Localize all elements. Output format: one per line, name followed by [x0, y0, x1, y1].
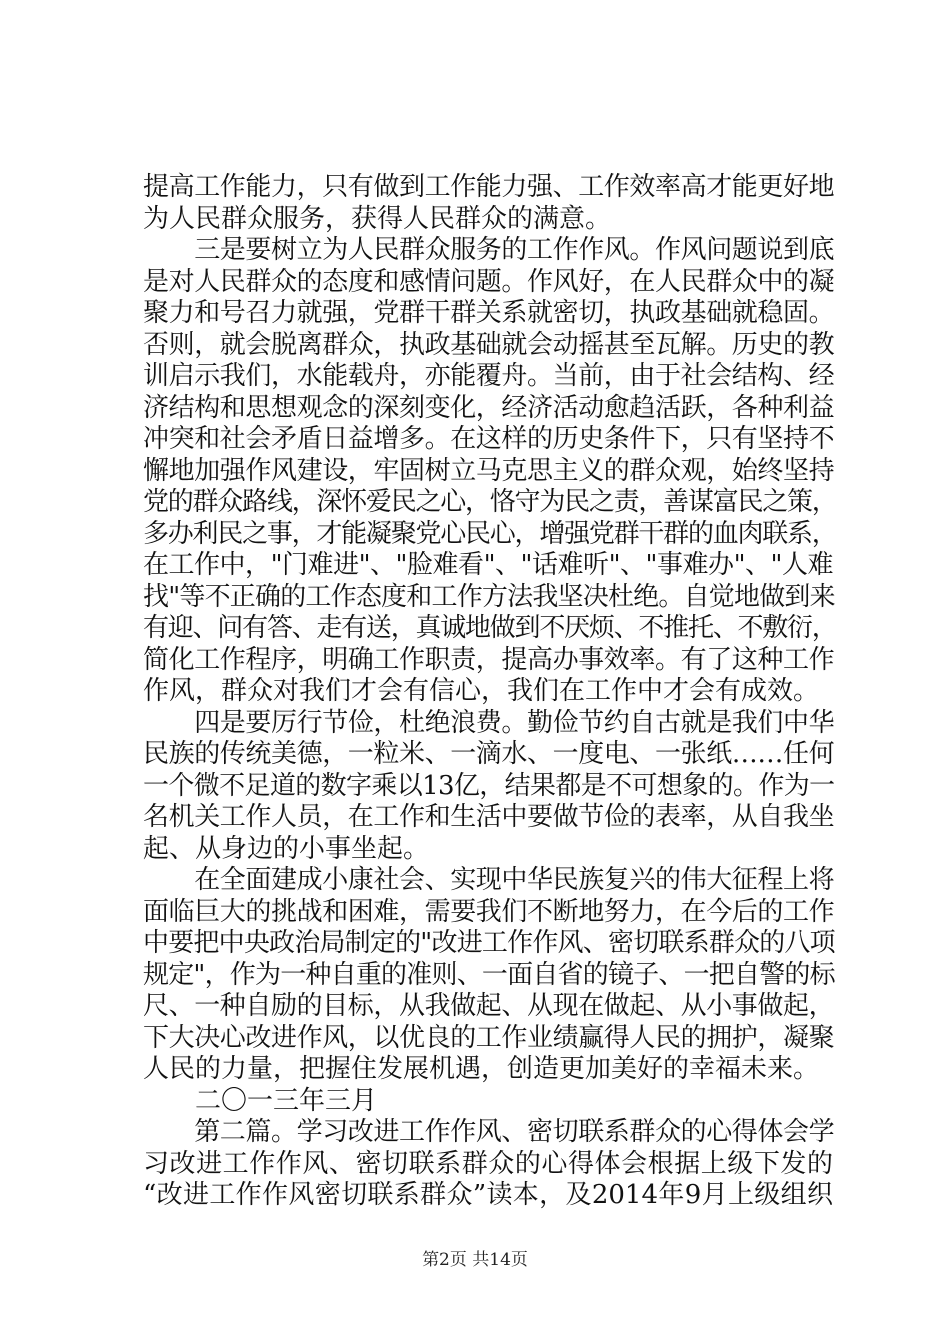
text-line: 尺、一种自励的目标，从我做起、从现在做起、从小事做起， — [143, 991, 835, 1021]
text-line: 一个微不足道的数字乘以13亿，结果都是不可想象的。作为一 — [143, 770, 835, 801]
text-line: 多办利民之事，才能凝聚党心民心，增强党群干群的血肉联系， — [143, 518, 837, 549]
text-line: 三是要树立为人民群众服务的工作作风。作风问题说到底 — [143, 235, 835, 265]
text-line: 训启示我们，水能载舟，亦能覆舟。当前，由于社会结构、经 — [143, 361, 835, 391]
text-line: 在工作中，"门难进"、"脸难看"、"话难听"、"事难办"、"人难 — [143, 550, 833, 580]
text-line: 二〇一三年三月 — [143, 1085, 378, 1116]
text-line: 简化工作程序，明确工作职责，提高办事效率。有了这种工作 — [143, 644, 835, 675]
text-line: 在全面建成小康社会、实现中华民族复兴的伟大征程上将 — [143, 865, 835, 895]
text-line: 有迎、问有答、走有送，真诚地做到不厌烦、不推托、不敷衍， — [143, 613, 837, 643]
text-line: 下大决心改进作风，以优良的工作业绩赢得人民的拥护，凝聚 — [143, 1022, 835, 1053]
page-footer: 第2页 共14页 — [422, 1250, 528, 1270]
text-line: 规定"，作为一种自重的准则、一面自省的镜子、一把自警的标 — [143, 959, 835, 990]
text-line: 人民的力量，把握住发展机遇，创造更加美好的幸福未来。 — [143, 1054, 820, 1084]
text-line: 党的群众路线，深怀爱民之心，恪守为民之责，善谋富民之策， — [143, 487, 837, 517]
text-line: 是对人民群众的态度和感情问题。作风好，在人民群众中的凝 — [143, 266, 835, 297]
text-line: 冲突和社会矛盾日益增多。在这样的历史条件下，只有坚持不 — [143, 424, 835, 454]
text-line: 起、从身边的小事坐起。 — [143, 833, 430, 864]
text-line: 民族的传统美德，一粒米、一滴水、一度电、一张纸……任何 — [143, 739, 835, 769]
text-line: 作风，群众对我们才会有信心，我们在工作中才会有成效。 — [143, 676, 820, 706]
text-line: 为人民群众服务，获得人民群众的满意。 — [143, 203, 612, 234]
text-line: 提高工作能力，只有做到工作能力强、工作效率高才能更好地 — [143, 172, 835, 202]
text-line: 否则，就会脱离群众，执政基础就会动摇甚至瓦解。历史的教 — [143, 329, 835, 360]
text-line: 找"等不正确的工作态度和工作方法我坚决杜绝。自觉地做到来 — [143, 581, 835, 612]
text-line: 习改进工作作风、密切联系群众的心得体会根据上级下发的 — [143, 1148, 833, 1179]
text-line: 第二篇。学习改进工作作风、密切联系群众的心得体会学 — [143, 1117, 835, 1147]
text-line: “改进工作作风密切联系群众”读本，及2014年9月上级组织 — [143, 1180, 833, 1210]
text-line: 面临巨大的挑战和困难，需要我们不断地努力，在今后的工作 — [143, 896, 835, 927]
text-line: 聚力和号召力就强，党群干群关系就密切，执政基础就稳固。 — [143, 298, 835, 328]
text-line: 中要把中央政治局制定的"改进工作作风、密切联系群众的八项 — [143, 928, 835, 958]
text-line: 名机关工作人员，在工作和生活中要做节俭的表率，从自我坐 — [143, 802, 835, 832]
text-line: 四是要厉行节俭，杜绝浪费。勤俭节约自古就是我们中华 — [143, 707, 835, 738]
document-body — [143, 172, 837, 1212]
text-line: 懈地加强作风建设，牢固树立马克思主义的群众观，始终坚持 — [143, 455, 835, 486]
text-line: 济结构和思想观念的深刻变化，经济活动愈趋活跃，各种利益 — [143, 392, 835, 423]
